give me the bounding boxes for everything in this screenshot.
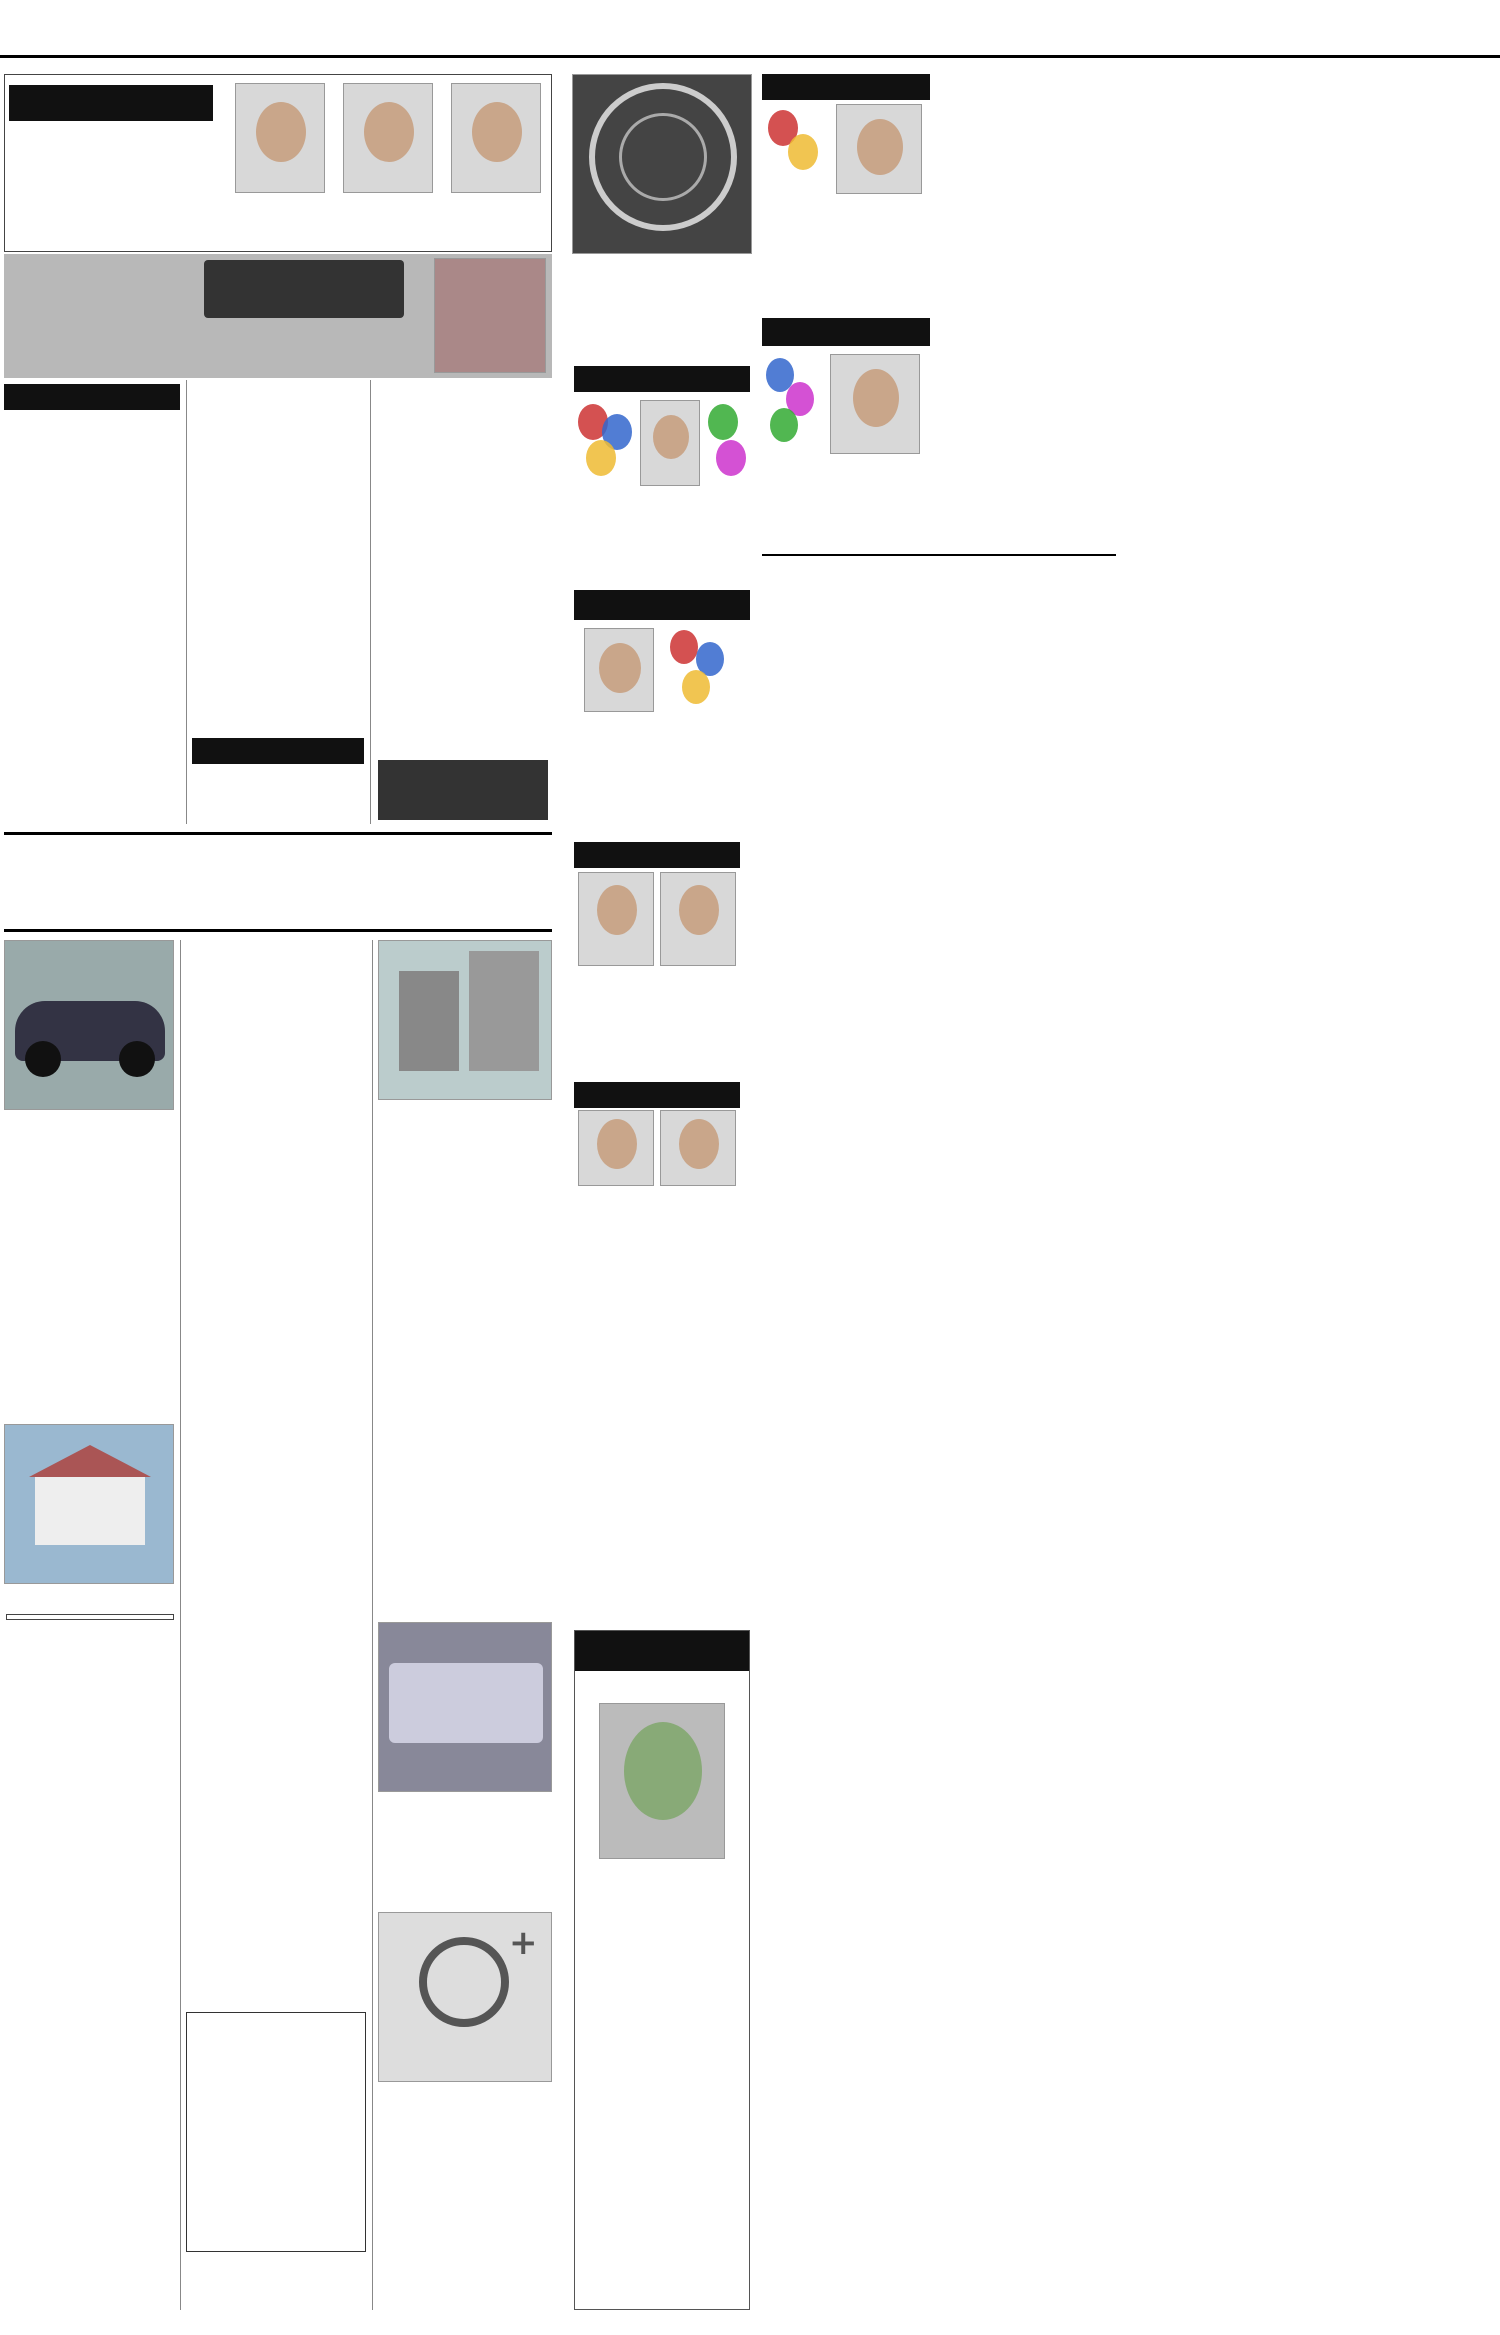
birthday-small-box: [574, 624, 750, 744]
bride-wanted-heading: [4, 384, 180, 410]
first-birthday-text: [762, 246, 930, 312]
classified-banner: [4, 832, 552, 932]
first-birthday-box: [762, 100, 930, 210]
birthday13-title: [762, 318, 930, 346]
birthday4-box: [574, 394, 750, 524]
classified-ad: [6, 1614, 174, 1620]
automobile-image: [4, 940, 174, 1110]
to-let-ads: [380, 1104, 552, 1464]
bride-photo: [434, 258, 546, 373]
first-birthday-title: [762, 74, 930, 100]
rescue-text: [574, 1474, 750, 1606]
groom-photo: [578, 1110, 654, 1186]
anniversary-box: [574, 872, 740, 1072]
tours-image: [378, 1622, 552, 1792]
real-estate-image: [4, 1424, 174, 1584]
groom-wanted-heading: [192, 738, 364, 764]
birthday13-text: [762, 490, 930, 550]
astrology-wheel: [572, 74, 752, 254]
news1-headline: [940, 74, 1116, 244]
matrimonial-col3: [376, 384, 550, 758]
wife-photo: [660, 872, 736, 966]
groom-ads: [192, 766, 364, 824]
child-photo: [640, 400, 700, 486]
marriage-wish-box: [574, 1110, 740, 1310]
matrimonial-banner: [4, 254, 552, 378]
birthday-small-text: [574, 746, 750, 796]
kid-photo: [451, 83, 541, 193]
birthday4-title: [574, 366, 750, 392]
news1-text: [940, 250, 1116, 550]
news2-headline: [762, 554, 1116, 610]
matrimonial-col2: [192, 384, 364, 738]
birthday-wishes-box: [4, 74, 552, 252]
purchase-ads: [6, 1316, 174, 1416]
property-ads: [186, 940, 366, 2008]
reader-notice: [186, 2012, 366, 2252]
to-let-image: [378, 940, 552, 1100]
birthday4-text: [574, 524, 750, 584]
remembrance-title: [575, 1631, 749, 1671]
baby-photo: [836, 104, 922, 194]
remembrance-photo: [599, 1703, 725, 1859]
remembrance-text: [581, 1915, 743, 2295]
bride-ads: [6, 414, 180, 822]
health-ads: [380, 2086, 552, 2306]
rescue-headline: [574, 1318, 750, 1468]
page-header: [0, 0, 1500, 58]
marriage-wish-title: [574, 1082, 740, 1108]
birthday-wishes-title: [9, 85, 213, 121]
bride-photo: [660, 1110, 736, 1186]
real-estate-ads: [6, 1612, 174, 2302]
auto-ads: [6, 1138, 174, 1288]
health-care-image: +: [378, 1912, 552, 2082]
astro-news: [572, 258, 752, 362]
kid-photo: [235, 83, 325, 193]
birthday-small-title: [574, 590, 750, 620]
child-photo: [584, 628, 654, 712]
kid-photo: [343, 83, 433, 193]
matrimonial-notice: [378, 760, 548, 820]
lease-ads: [380, 1496, 552, 1620]
teen-photo: [830, 354, 920, 454]
husband-photo: [578, 872, 654, 966]
anniversary-title: [574, 842, 740, 868]
birthday13-box: [762, 348, 930, 488]
remembrance-box: [574, 1630, 750, 2310]
tours-ads: [380, 1796, 552, 1906]
